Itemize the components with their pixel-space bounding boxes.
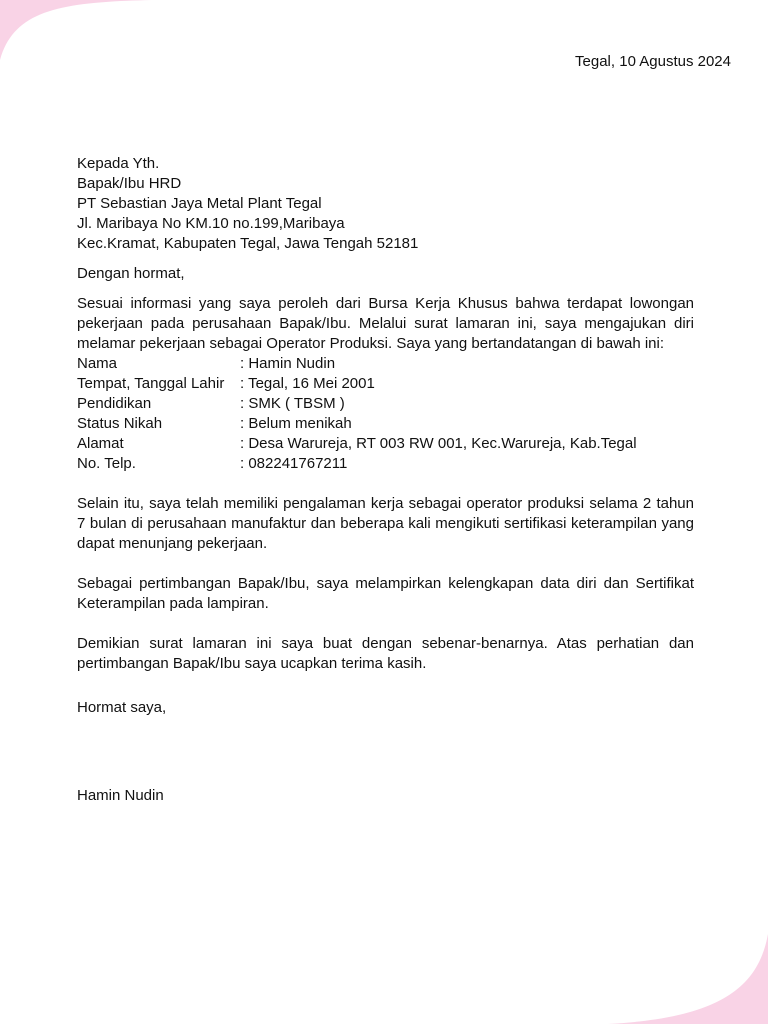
detail-row — [77, 414, 637, 434]
detail-label: Status Nikah — [77, 415, 163, 432]
letter-page — [77, 52, 731, 806]
attachments-paragraph: Sebagai pertimbangan Bapak/Ibu, saya melampirkan kelengkapan data diri dan Sertifikat Keterampilan pada lampiran. — [77, 575, 694, 612]
closing-paragraph: Demikian surat lamaran ini saya buat dengan sebenar-benarnya. Atas perhatian dan pertimbangan Bapak/Ibu saya ucapkan terima kasih. — [77, 635, 694, 672]
corner-accent-shape — [608, 934, 768, 1024]
recipient-line: Bapak/Ibu HRD — [77, 175, 182, 192]
detail-row — [77, 354, 637, 374]
recipient-line: Kec.Kramat, Kabupaten Tegal, Jawa Tengah 52181 — [77, 235, 419, 252]
detail-value: : 082241767211 — [240, 455, 348, 472]
corner-accent-shape — [0, 0, 152, 60]
detail-label: Pendidikan — [77, 395, 152, 412]
recipient-line: Kepada Yth. — [77, 155, 160, 172]
recipient-line: Jl. Maribaya No KM.10 no.199,Maribaya — [77, 215, 345, 232]
detail-value: : Tegal, 16 Mei 2001 — [240, 375, 375, 392]
detail-value: : Desa Warureja, RT 003 RW 001, Kec.Warureja, Kab.Tegal — [240, 435, 637, 452]
detail-label: Alamat — [77, 435, 124, 452]
recipient-line: PT Sebastian Jaya Metal Plant Tegal — [77, 195, 322, 212]
detail-value: : SMK ( TBSM ) — [240, 395, 345, 412]
regards: Hormat saya, — [77, 699, 167, 716]
experience-paragraph: Selain itu, saya telah memiliki pengalaman kerja sebagai operator produksi selama 2 tahun 7 bulan di perusahaan manufaktur dan beberapa kali mengikuti sertifikasi keterampilan yang dapat menunjang pekerjaan. — [77, 495, 694, 552]
detail-label: Nama — [77, 355, 118, 372]
applicant-details-table — [77, 354, 637, 474]
detail-label: Tempat, Tanggal Lahir — [77, 375, 225, 392]
detail-row — [77, 434, 637, 454]
intro-paragraph: Sesuai informasi yang saya peroleh dari Bursa Kerja Khusus bahwa terdapat lowongan pekerjaan pada perusahaan Bapak/Ibu. Melalui surat lamaran ini, saya mengajukan diri melamar pekerjaan sebagai Operator Produksi. Saya yang bertandatangan di bawah ini: — [77, 295, 694, 352]
bottom-right-corner-decoration — [608, 934, 768, 1024]
signature-name: Hamin Nudin — [77, 787, 164, 804]
detail-label: No. Telp. — [77, 455, 136, 472]
recipient-block — [77, 154, 694, 254]
top-left-corner-decoration — [0, 0, 160, 60]
greeting: Dengan hormat, — [77, 265, 185, 282]
detail-value: : Belum menikah — [240, 415, 352, 432]
detail-row — [77, 394, 637, 414]
letter-date: Tegal, 10 Agustus 2024 — [575, 53, 731, 70]
detail-value: : Hamin Nudin — [240, 355, 336, 372]
detail-row — [77, 454, 637, 474]
detail-row — [77, 374, 637, 394]
